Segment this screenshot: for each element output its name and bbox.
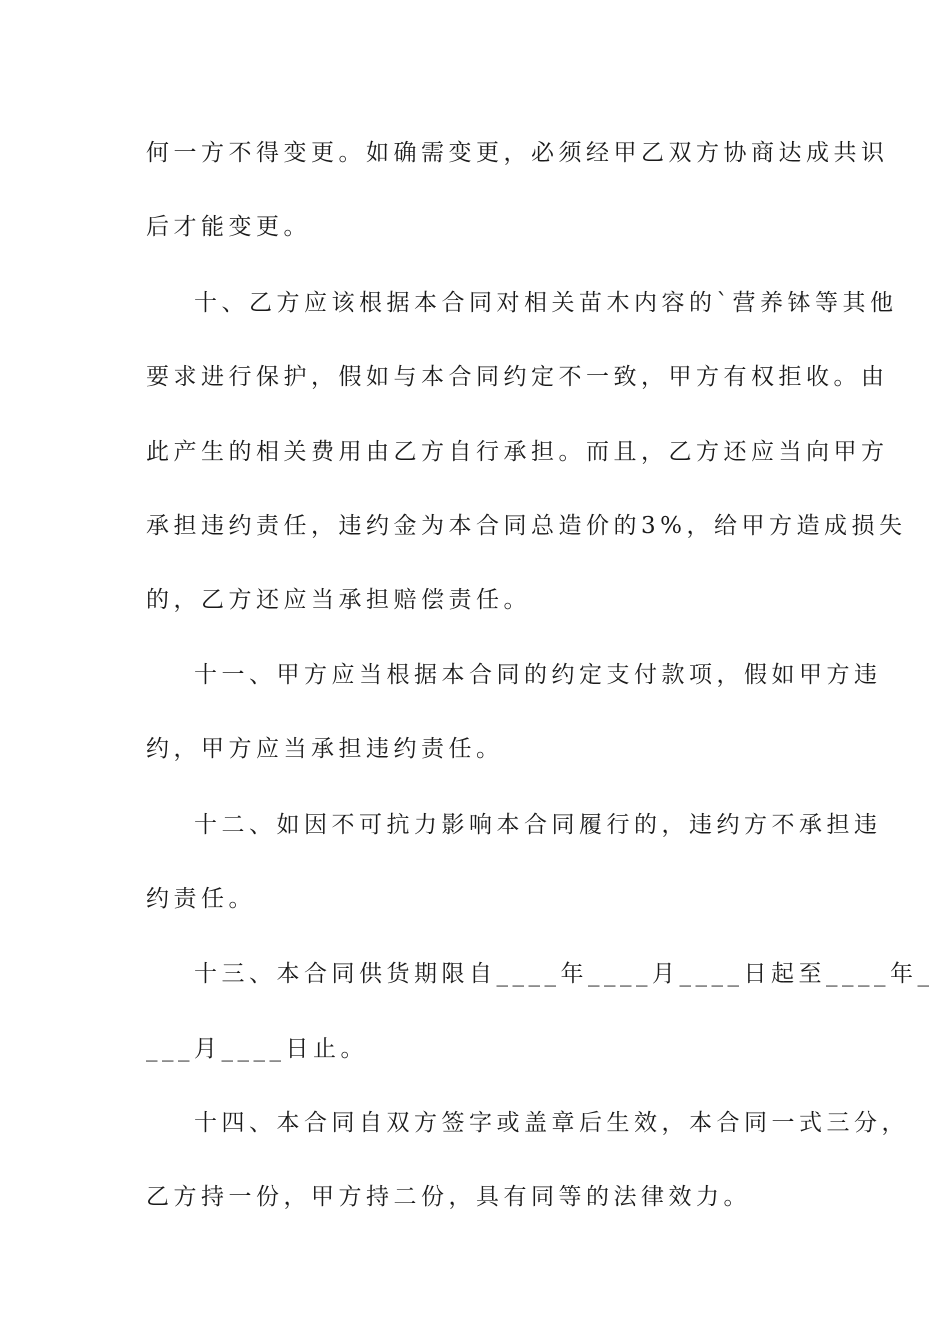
text-line: 的，乙方还应当承担赔偿责任。 xyxy=(146,587,531,613)
text-line: 承担违约责任，违约金为本合同总造价的3%，给甲方造成损失 xyxy=(146,513,907,539)
paragraph-11-start: 十一、甲方应当根据本合同的约定支付款项，假如甲方违 xyxy=(194,662,882,688)
paragraph-10-start: 十、乙方应该根据本合同对相关苗木内容的`营养钵等其他 xyxy=(194,290,898,316)
text-line: 后才能变更。 xyxy=(146,214,311,240)
text-line: ___月____日止。 xyxy=(146,1036,368,1062)
paragraph-13-start: 十三、本合同供货期限自____年____月____日起至____年_ xyxy=(194,961,934,987)
text-line: 约责任。 xyxy=(146,886,256,912)
paragraph-14-start: 十四、本合同自双方签字或盖章后生效，本合同一式三分， xyxy=(194,1110,909,1136)
paragraph-12-start: 十二、如因不可抗力影响本合同履行的，违约方不承担违 xyxy=(194,812,882,838)
text-line: 何一方不得变更。如确需变更，必须经甲乙双方协商达成共识 xyxy=(146,140,889,166)
text-line: 此产生的相关费用由乙方自行承担。而且，乙方还应当向甲方 xyxy=(146,439,889,465)
text-line: 要求进行保护，假如与本合同约定不一致，甲方有权拒收。由 xyxy=(146,364,889,390)
text-line: 约，甲方应当承担违约责任。 xyxy=(146,736,504,762)
text-line: 乙方持一份，甲方持二份，具有同等的法律效力。 xyxy=(146,1184,751,1210)
